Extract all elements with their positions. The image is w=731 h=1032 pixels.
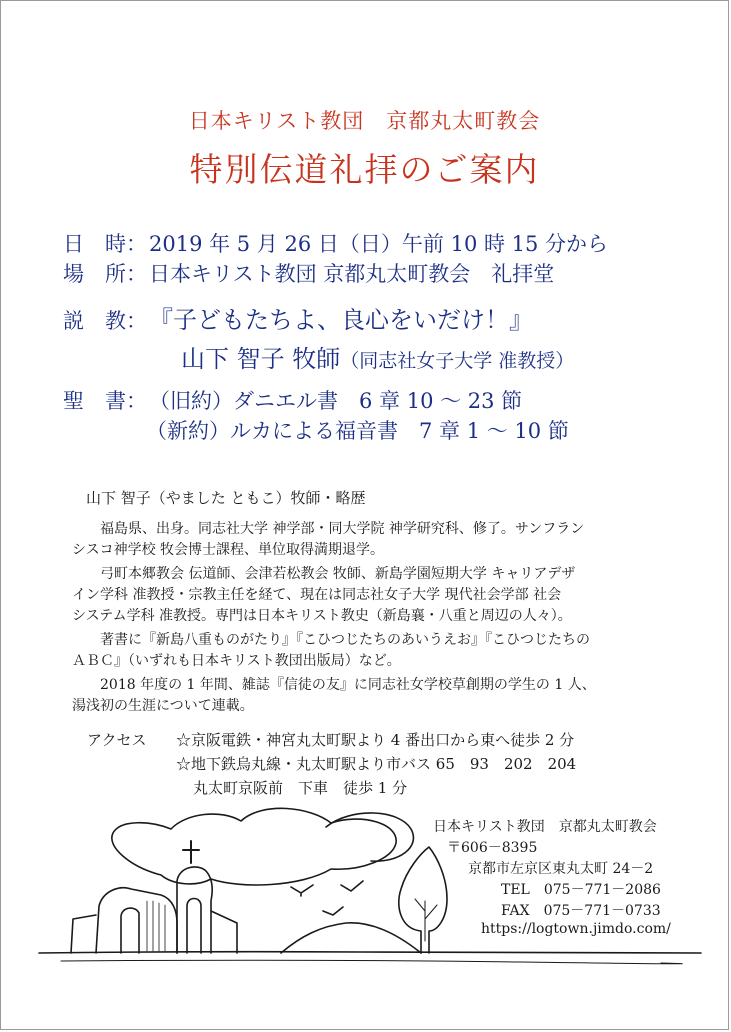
contact-address: 京都市左京区東丸太町 24－2 (468, 861, 654, 877)
bio-line: 著書に『新島八重ものがたり』『こひつじたちのあいうえお』『こひつじたちの (100, 632, 590, 648)
hatching (147, 901, 165, 951)
datetime-value: 2019 年 5 月 26 日（日）午前 10 時 15 分から (149, 232, 609, 256)
church-name-header: 日本キリスト教団 京都丸太町教会 (188, 109, 541, 133)
bio-line: 弓町本郷教会 伝道師、会津若松教会 牧師、新島学園短期大学 キャリアデザ (100, 566, 576, 582)
contact-org: 日本キリスト教団 京都丸太町教会 (433, 819, 657, 835)
contact-url[interactable]: https://logtown.jimdo.com/ (481, 921, 671, 937)
bio-line: 2018 年度の 1 年間、雑誌『信徒の友』に同志社女学校草創期の学生の 1 人、 (100, 677, 596, 693)
access-line-3: 丸太町京阪前 下車 徒歩 1 分 (193, 779, 408, 797)
bio-title: 山下 智子（やました ともこ）牧師・略歴 (86, 489, 366, 507)
preacher-name: 山下 智子 牧師 (181, 345, 341, 373)
bio-line: 福島県、出身。同志社大学 神学部・同大学院 神学研究科、修了。サンフラン (100, 521, 585, 537)
bio-line: シスコ神学校 牧会博士課程、単位取得満期退学。 (72, 542, 385, 558)
bird-1 (291, 885, 313, 896)
cross (183, 841, 199, 863)
bio-line: ＡＢＣ』（いずれも日本キリスト教団出版局）など。 (72, 653, 401, 669)
access-line-2: ☆地下鉄烏丸線・丸太町駅より市バス 65 93 202 204 (176, 755, 577, 773)
cloud-left (112, 808, 396, 885)
place-value: 日本キリスト教団 京都丸太町教会 礼拝堂 (149, 262, 555, 286)
church-wing (71, 915, 96, 953)
contact-tel: TEL 075－771－2086 (501, 882, 661, 898)
church-tower (177, 867, 212, 953)
bird-2 (323, 907, 343, 915)
sermon-title: 『子どもたちよ、良心をいだけ！』 (149, 306, 533, 334)
ground-line-2 (61, 960, 682, 964)
sermon-label: 説 教： (63, 309, 147, 333)
datetime-label: 日 時： (63, 232, 147, 256)
contact-postal: 〒606－8395 (447, 840, 538, 856)
tower-window (187, 899, 201, 954)
bio-line: システム学科 准教授。専門は日本キリスト教史（新島襄・八重と周辺の人々）。 (72, 608, 572, 624)
scripture-old: （旧約）ダニエル書 6 章 10 ～ 23 節 (149, 389, 523, 413)
preacher-affiliation: （同志社女子大学 准教授） (340, 350, 575, 372)
bio-line: 湯浅初の生涯について連載。 (72, 698, 254, 714)
access-line-1: ☆京阪電鉄・神宮丸太町駅より 4 番出口から東へ徒歩 2 分 (176, 731, 575, 749)
tree-branches (415, 899, 437, 941)
scripture-new: （新約）ルカによる福音書 7 章 1 ～ 10 節 (146, 419, 569, 443)
church-door (121, 908, 139, 953)
tree (399, 847, 447, 953)
place-label: 場 所： (63, 262, 147, 286)
church-annex (211, 911, 237, 953)
contact-fax: FAX 075－771－0733 (501, 903, 661, 919)
bird-3 (341, 881, 363, 891)
access-label: アクセス (87, 731, 147, 749)
mountain (281, 923, 421, 953)
bio-line: イン学科 准教授・宗教主任を経て、現在は同志社女子大学 現代社会学部 社会 (72, 587, 562, 603)
scripture-label: 聖 書： (63, 389, 147, 413)
page-title: 特別伝道礼拝のご案内 (189, 150, 540, 189)
